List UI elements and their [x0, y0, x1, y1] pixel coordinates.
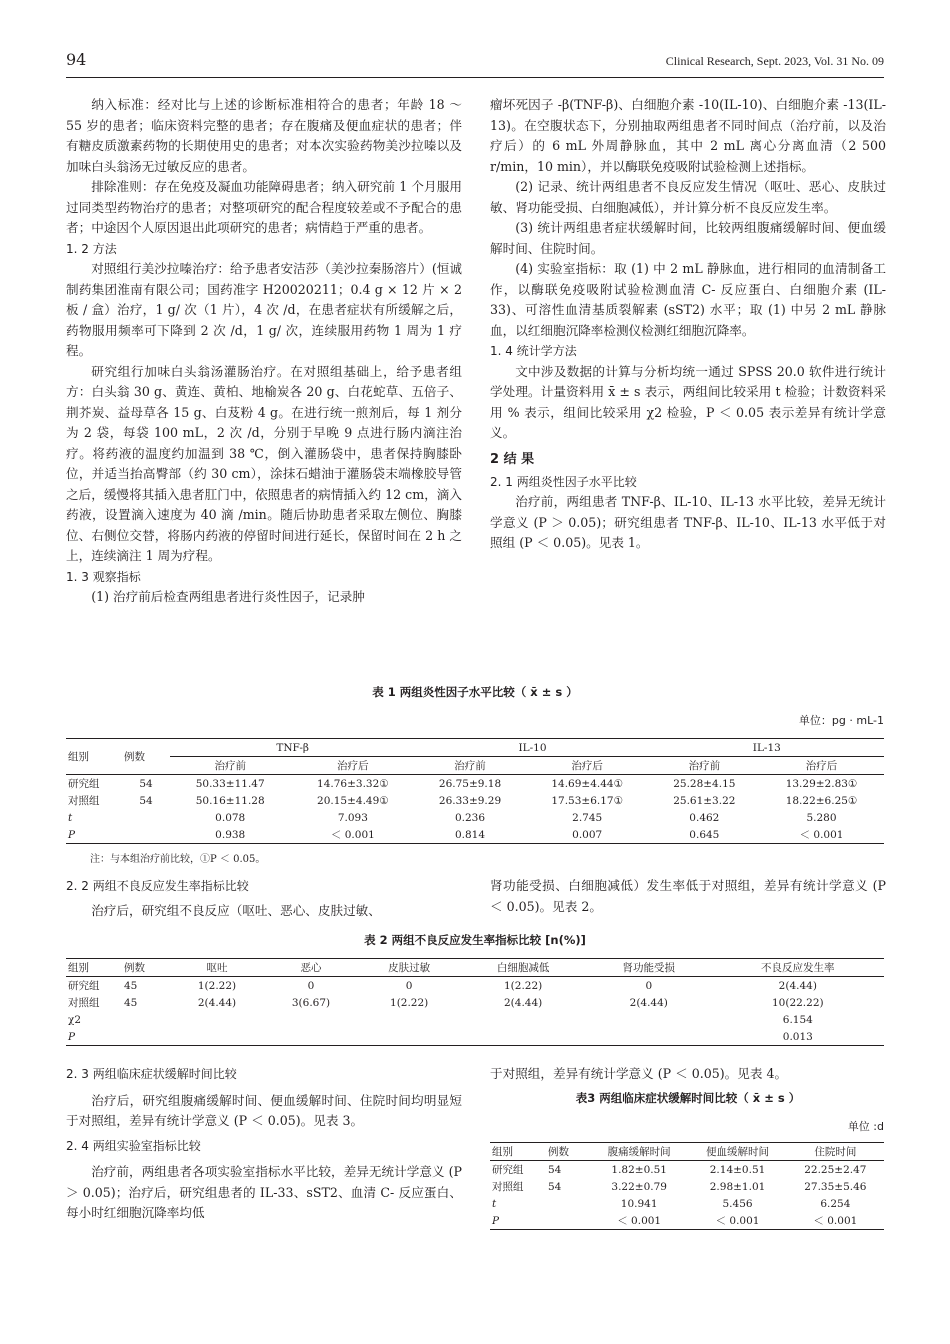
table2-cell: 2(4.44): [503, 996, 543, 1009]
section-2-4-text: 治疗前，两组患者各项实验室指标水平比较，差异无统计学意义 (P ＞ 0.05)；治疗后，研究组患者的 IL-33、sST2、血清 C- 反应蛋白、每小时红细胞沉降率均低: [66, 1164, 462, 1220]
heading-2-2: 2. 2 两组不良反应发生率指标比较: [66, 879, 249, 893]
table3: [490, 1142, 884, 1230]
section-2-2-left: [66, 876, 462, 921]
table3-header: 住院时间: [814, 1146, 857, 1158]
table3-header: 组别: [492, 1146, 513, 1158]
table2-cell: [460, 1028, 586, 1046]
right-column-top: [490, 95, 886, 554]
statistics-text: 文中涉及数据的计算与分析均统一通过 SPSS 20.0 软件进行统计学处理。计量资料用 x̄ ± s 表示，两组间比较采用 t 检验；计数资料采用 % 表示，组间比较采用 χ2 检验，P ＜ 0.05 表示差异有统计学意义。: [490, 363, 886, 440]
table2-header: 呕吐: [206, 962, 228, 974]
table3-cell: 54: [548, 1180, 562, 1193]
section-2-2-text-start: 治疗后，研究组不良反应（呕吐、恶心、皮肤过敏、: [91, 902, 381, 918]
table1-subheader: 治疗前: [214, 760, 246, 772]
table3-cell: 22.25±2.47: [804, 1163, 867, 1176]
table1-cell: ＜ 0.001: [799, 829, 844, 841]
table3-header: 便血缓解时间: [706, 1146, 770, 1158]
table2: [66, 958, 884, 1046]
exclusion-criteria: 排除准则：存在免疫及凝血功能障碍患者；纳入研究前 1 个月服用过同类型药物治疗的患者；对整项研究的配合程度较差或不予配合的患者；中途因个人原因退出此项研究的患者；病情趋于严重的患者。: [66, 179, 462, 235]
section-2-2-right: [490, 876, 886, 917]
table1-cell: [122, 826, 170, 844]
table3-header: 例数: [548, 1146, 569, 1158]
table3-cell: ＜ 0.001: [813, 1215, 858, 1227]
table3-cell: 对照组: [492, 1181, 524, 1193]
table2-header: 恶心: [300, 962, 322, 974]
table2-header: 例数: [124, 962, 145, 974]
table1-cell: 7.093: [337, 811, 368, 824]
table3-cell: 5.456: [722, 1197, 753, 1210]
table2-row: [66, 1011, 884, 1028]
table2-cell: 45: [124, 996, 138, 1009]
table2-cell: 1(2.22): [390, 996, 429, 1009]
table1-cell: [122, 809, 170, 826]
table3-cell: 54: [548, 1163, 562, 1176]
left-column-bottom: [66, 1064, 462, 1224]
table1-subheader: 治疗前: [688, 760, 721, 772]
control-treatment: 对照组行美沙拉嗪治疗：给予患者安洁莎（美沙拉秦肠溶片）(恒诚制药集团淮南有限公司；国药准字 H20020211；0.4 g × 12 片 × 2 板 / 盒）治疗，1 g/ 次（1 片），4 次 /d，在患者症状有所缓解之后，药物服用频率可下降到 2 次 /d，1 g/ 次，连续服用药物 1 周为 1 疗程。: [66, 261, 462, 358]
table3-cell: 2.14±0.51: [709, 1163, 766, 1176]
table2-cell: [122, 1028, 170, 1046]
table1-cell: 17.53±6.17①: [551, 794, 623, 807]
table1-header-il10: IL-10: [415, 739, 649, 757]
table1-cell: 25.28±4.15: [673, 777, 736, 790]
table2-row: [66, 1028, 884, 1046]
table2-row: [66, 994, 884, 1011]
table1-subheader: 治疗前: [454, 760, 486, 772]
table1-row: [66, 775, 884, 793]
journal-header: Clinical Research, Sept. 2023, Vol. 31 No. 09: [665, 54, 884, 68]
section-2-4-text-cont: 于对照组，差异有统计学意义 (P ＜ 0.05)。见表 4。: [490, 1066, 788, 1081]
table1-cell: 5.280: [806, 811, 837, 824]
table3-row: [490, 1178, 884, 1195]
table3-cell: 2.98±1.01: [709, 1180, 766, 1193]
table1-header-il13: IL-13: [650, 739, 884, 757]
section-2-3-text: 治疗后，研究组腹痛缓解时间、便血缓解时间、住院时间均明显短于对照组，差异有统计学意义 (P ＜ 0.05)。见表 3。: [66, 1092, 462, 1128]
table1-caption: 表 1 两组炎性因子水平比较（ x̄ ± s ）: [372, 685, 578, 699]
table2-cell: 0.013: [782, 1030, 813, 1043]
table2-cell: [122, 1011, 170, 1028]
table1-cell: 研究组: [68, 778, 100, 790]
table1-header-group: 组别: [68, 751, 89, 763]
table1-cell: 0.462: [689, 811, 720, 824]
table2-cell: 研究组: [68, 980, 100, 992]
table2-cell: [264, 1011, 358, 1028]
table1-cell: 0.814: [454, 828, 486, 841]
heading-observation: 1. 3 观察指标: [66, 569, 141, 584]
table1-header-n: 例数: [124, 751, 145, 763]
table1-row: [66, 809, 884, 826]
table2-header: 白细胞减低: [496, 962, 550, 974]
table3-cell: ＜ 0.001: [617, 1215, 662, 1227]
table1-cell: 0.078: [215, 811, 246, 824]
heading-2-4: 2. 4 两组实验室指标比较: [66, 1138, 201, 1153]
table2-cell: 对照组: [68, 997, 100, 1009]
page-number: 94: [66, 50, 87, 69]
heading-results: 2 结 果: [490, 451, 535, 467]
table2-cell: [460, 1011, 586, 1028]
table2-cell: 0: [645, 979, 653, 992]
section-2-2-text-cont: 肾功能受损、白细胞减低）发生率低于对照组，差异有统计学意义 (P ＜ 0.05)。见表 2。: [490, 878, 886, 914]
table3-unit: 单位 :d: [847, 1120, 884, 1133]
table1-subheader: 治疗后: [571, 760, 603, 772]
table2-cell: [586, 1011, 712, 1028]
table1-cell: 0.236: [454, 811, 486, 824]
table1-cell: P: [68, 828, 76, 841]
heading-statistics: 1. 4 统计学方法: [490, 344, 577, 358]
heading-2-3: 2. 3 两组临床症状缓解时间比较: [66, 1067, 237, 1081]
table1-subheader: 治疗后: [805, 760, 838, 772]
table1-cell: 50.33±11.47: [195, 777, 265, 790]
left-column-top: [66, 95, 462, 608]
table1-cell: t: [68, 811, 73, 824]
table1-cell: 54: [139, 794, 153, 807]
study-treatment: 研究组行加味白头翁汤灌肠治疗。在对照组基础上，给予患者组方：白头翁 30 g、黄连、黄柏、地榆炭各 20 g、白花蛇草、五倍子、荆芥炭、益母草各 15 g、白芨粉 4 g。在进行统一煎剂后，每 1 剂分为 2 袋，每袋 100 mL，2 次 /d，分别于早晚 9 点进行肠内滴注治疗。将药液的温度约加温到 38 ℃，倒入灌肠袋中，患者保持胸膝卧位，并适当抬高臀部（约 30 cm），涂抹石蜡油于灌肠袋末端橡胶导管之后，缓慢将其插入患者肛门中，依照患者的病情插入约 12 cm，滴入药液，设置滴入速度为 40 滴 /min。随后协助患者采取左侧位、胸膝位、右侧位交替，将肠内药液的停留时间进行延长，保留时间在 2 h 之上，连续滴注 1 周为疗程。: [66, 363, 462, 563]
table3-row: [490, 1212, 884, 1230]
table3-row: [490, 1161, 884, 1179]
table2-header: 肾功能受损: [622, 962, 676, 974]
table3-cell: t: [492, 1197, 497, 1210]
table3-cell: 10.941: [620, 1197, 658, 1210]
table3-header: 腹痛缓解时间: [607, 1146, 671, 1158]
table2-cell: 2(4.44): [197, 996, 237, 1009]
table2-cell: 2(4.44): [629, 996, 668, 1009]
inclusion-criteria: 纳入标准：经对比与上述的诊断标准相符合的患者；年龄 18 ～ 55 岁的患者；临床资料完整的患者；存在腹痛及便血症状的患者；伴有糖皮质激素药物的长期使用史的患者；对本次实验药物美沙拉嗪以及加味白头翁汤无过敏反应的患者。: [66, 97, 462, 174]
table1-row: [66, 826, 884, 844]
table3-cell: 研究组: [492, 1164, 524, 1176]
table2-cell: [170, 1011, 264, 1028]
table3-cell: 1.82±0.51: [611, 1163, 667, 1176]
table1-cell: 2.745: [572, 811, 603, 824]
table1-cell: 26.33±9.29: [438, 794, 502, 807]
table2-row: [66, 977, 884, 995]
table3-caption: 表3 两组临床症状缓解时间比较（ x̄ ± s ）: [575, 1091, 801, 1105]
table2-cell: [358, 1011, 460, 1028]
table2-cell: [358, 1028, 460, 1046]
table1-cell: 14.69±4.44①: [551, 777, 623, 790]
table2-cell: 1(2.22): [503, 979, 543, 992]
table3-cell: [546, 1195, 590, 1212]
table2-cell: 1(2.22): [197, 979, 237, 992]
right-column-bottom: [490, 1064, 886, 1085]
table3-cell: [546, 1212, 590, 1230]
heading-2-1: 2. 1 两组炎性因子水平比较: [490, 474, 637, 489]
table1-cell: ＜ 0.001: [330, 829, 375, 841]
table1-cell: 0.007: [572, 828, 603, 841]
table2-caption: 表 2 两组不良反应发生率指标比较 [n(%)]: [364, 933, 586, 947]
table1-cell: 13.29±2.83①: [785, 777, 858, 790]
table2-cell: [586, 1028, 712, 1046]
table1-cell: 14.76±3.32①: [317, 777, 389, 790]
table3-cell: ＜ 0.001: [715, 1215, 760, 1227]
table3-cell: 6.254: [820, 1197, 851, 1210]
table1-cell: 26.75±9.18: [438, 777, 502, 790]
table1-subheader: 治疗后: [337, 760, 369, 772]
table1-cell: 对照组: [68, 795, 100, 807]
table2-cell: 2(4.44): [778, 979, 817, 992]
table2-header: 皮肤过敏: [388, 962, 431, 974]
table3-cell: 3.22±0.79: [611, 1180, 667, 1193]
table1-unit: 单位：pg · mL-1: [798, 714, 884, 727]
table1-note: 注：与本组治疗前比较，①P ＜ 0.05。: [90, 854, 266, 865]
table2-cell: 0: [405, 979, 413, 992]
observation-2: (2) 记录、统计两组患者不良反应发生情况（呕吐、恶心、皮肤过敏、肾功能受损、白细胞减低），并计算分析不良反应发生率。: [490, 179, 886, 215]
header-rule: [66, 77, 884, 78]
observation-1-cont: 瘤坏死因子 -β(TNF-β)、白细胞介素 -10(IL-10)、白细胞介素 -13(IL-13)。在空腹状态下，分别抽取两组患者不同时间点（治疗前，以及治疗后）的 6 mL 外周静脉血，其中 2 mL 离心分离血清（2 500 r/min，10 min），并以酶联免疫吸附试验检测上述指标。: [490, 97, 886, 174]
table2-cell: P: [68, 1030, 76, 1043]
table3-row: [490, 1195, 884, 1212]
table1-row: [66, 792, 884, 809]
table2-cell: 3(6.67): [291, 996, 331, 1009]
table2-header: 不良反应发生率: [761, 962, 835, 974]
observation-3: (3) 统计两组患者症状缓解时间，比较两组腹痛缓解时间、便血缓解时间、住院时间。: [490, 220, 886, 256]
table1-cell: 25.61±3.22: [673, 794, 736, 807]
section-2-1-text: 治疗前，两组患者 TNF-β、IL-10、IL-13 水平比较，差异无统计学意义 (P ＞ 0.05)；研究组患者 TNF-β、IL-10、IL-13 水平低于对照组 (P ＜ 0.05)。见表 1。: [490, 494, 886, 550]
table2-header: 组别: [68, 962, 89, 974]
table1-cell: 18.22±6.25①: [785, 794, 858, 807]
table2-cell: 10(22.22): [771, 996, 824, 1009]
table2-cell: [170, 1028, 264, 1046]
table2-cell: 45: [124, 979, 138, 992]
table3-cell: 27.35±5.46: [804, 1180, 867, 1193]
table2-cell: [264, 1028, 358, 1046]
table3-cell: P: [492, 1214, 500, 1227]
table1: [66, 738, 884, 844]
table1-cell: 20.15±4.49①: [317, 794, 389, 807]
observation-1-start: (1) 治疗前后检查两组患者进行炎性因子，记录肿: [91, 589, 365, 604]
heading-method: 1. 2 方法: [66, 241, 117, 256]
observation-4: (4) 实验室指标：取 (1) 中 2 mL 静脉血，进行相同的血清制备工作，以酶联免疫吸附试验检测血清 C- 反应蛋白、白细胞介素 (IL-33)、可溶性血清基质裂解素 (sST2) 水平；取 (1) 中另 2 mL 静脉血，以红细胞沉降率检测仪检测红细胞沉降率。: [490, 261, 886, 338]
table1-header-tnf: TNF-β: [170, 739, 415, 757]
table2-cell: 0: [307, 979, 315, 992]
table1-cell: 54: [139, 777, 153, 790]
table1-cell: 0.938: [215, 828, 246, 841]
table2-cell: χ2: [68, 1013, 82, 1026]
table1-cell: 50.16±11.28: [195, 794, 265, 807]
table1-cell: 0.645: [689, 828, 720, 841]
table2-cell: 6.154: [782, 1013, 813, 1026]
